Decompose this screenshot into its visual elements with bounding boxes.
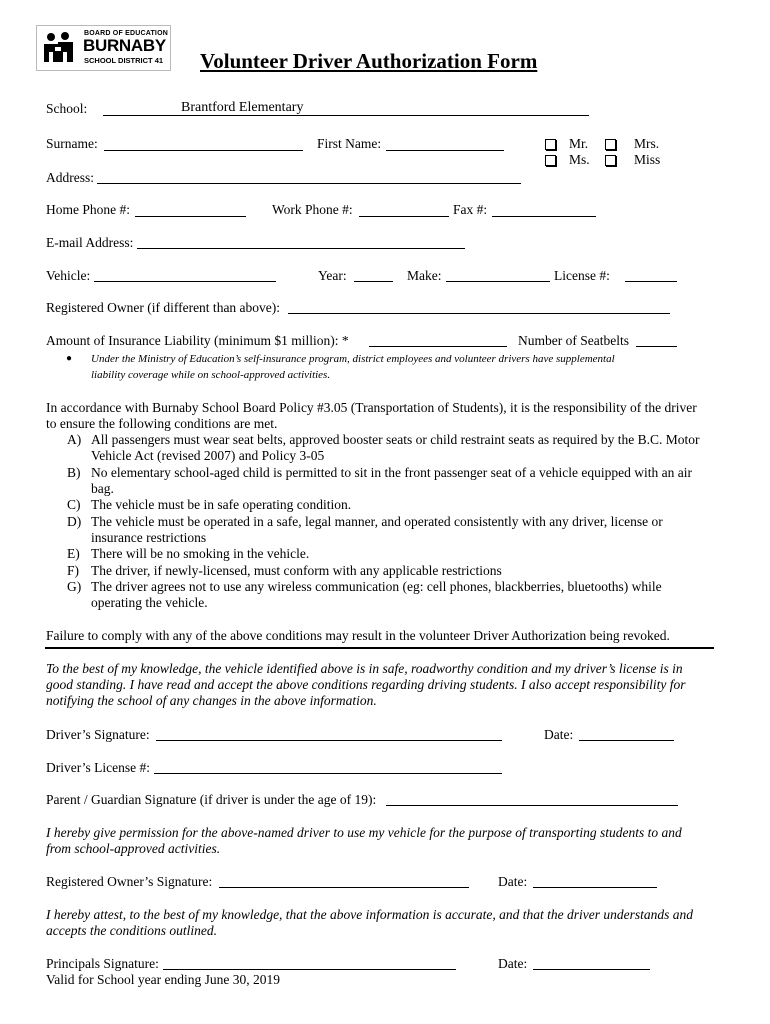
mrs-label: Mrs. (634, 136, 660, 151)
school-field[interactable] (103, 115, 589, 116)
first-name-field[interactable] (386, 150, 504, 151)
home-phone-field[interactable] (135, 216, 246, 217)
registered-owner-label: Registered Owner (if different than above): (46, 300, 281, 315)
condition-text: bag. (91, 481, 114, 496)
mrs-checkbox[interactable] (605, 139, 616, 150)
vehicle-label: Vehicle: (46, 268, 91, 283)
owner-date-field[interactable] (533, 887, 657, 888)
school-label: School: (46, 101, 88, 116)
address-label: Address: (46, 170, 94, 185)
logo-line3: SCHOOL DISTRICT 41 (84, 56, 164, 65)
policy-intro-line1: In accordance with Burnaby School Board Policy #3.05 (Transportation of Students), it is the responsibility of the driver (46, 400, 697, 415)
owner-date-label: Date: (498, 874, 528, 889)
vehicle-field[interactable] (94, 281, 276, 282)
condition-text: operating the vehicle. (91, 595, 208, 610)
driver-date-label: Date: (544, 727, 574, 742)
driver-signature-field[interactable] (156, 740, 502, 741)
insurance-label: Amount of Insurance Liability (minimum $1 million): * (46, 333, 349, 348)
school-value: Brantford Elementary (181, 100, 304, 115)
principal-statement-line2: accepts the conditions outlined. (46, 923, 217, 938)
condition-text: No elementary school-aged child is permitted to sit in the front passenger seat of a vehicle equipped with an air (91, 465, 692, 480)
seatbelts-field[interactable] (636, 346, 677, 347)
email-label: E-mail Address: (46, 235, 134, 250)
mr-label: Mr. (569, 136, 589, 151)
principal-date-label: Date: (498, 956, 528, 971)
home-phone-label: Home Phone #: (46, 202, 130, 217)
logo-line1: BOARD OF EDUCATION (84, 30, 168, 37)
condition-text: insurance restrictions (91, 530, 207, 545)
ms-checkbox[interactable] (545, 155, 556, 166)
principal-signature-label: Principals Signature: (46, 956, 159, 971)
fax-label: Fax #: (453, 202, 488, 217)
make-field[interactable] (446, 281, 550, 282)
surname-field[interactable] (104, 150, 303, 151)
work-phone-field[interactable] (359, 216, 449, 217)
condition-text: The driver, if newly-licensed, must conform with any applicable restrictions (91, 563, 502, 578)
fax-field[interactable] (492, 216, 596, 217)
driver-statement-line3: notifying the school of any changes in the above information. (46, 693, 377, 708)
failure-statement: Failure to comply with any of the above conditions may result in the volunteer Driver Authorization being revoked. (46, 628, 670, 643)
driver-signature-label: Driver’s Signature: (46, 727, 150, 742)
condition-text: Vehicle Act (revised 2007) and Policy 3-05 (91, 448, 325, 463)
condition-text: The vehicle must be operated in a safe, legal manner, and operated consistently with any driver, license or (91, 514, 663, 529)
insurance-field[interactable] (369, 346, 507, 347)
license-label: License #: (554, 268, 610, 283)
parent-signature-field[interactable] (386, 805, 678, 806)
work-phone-label: Work Phone #: (272, 202, 353, 217)
principal-signature-field[interactable] (163, 969, 456, 970)
condition-letter: D) (67, 514, 82, 529)
driver-statement-line1: To the best of my knowledge, the vehicle identified above is in safe, roadworthy condition and my driver’s license is in (46, 661, 683, 676)
driver-statement-line2: good standing. I have read and accept the above conditions regarding driving students. I also accept responsibility for (46, 677, 686, 692)
driver-license-label: Driver’s License #: (46, 760, 150, 775)
surname-label: Surname: (46, 136, 98, 151)
condition-text: The vehicle must be in safe operating condition. (91, 497, 352, 512)
policy-intro-line2: to ensure the following conditions are met. (46, 416, 278, 431)
section-divider (45, 647, 714, 649)
condition-text: All passengers must wear seat belts, approved booster seats or child restraint seats as required by the B.C. Motor (91, 432, 700, 447)
condition-letter: F) (67, 563, 80, 578)
owner-statement-line2: from school-approved activities. (46, 841, 221, 856)
seatbelts-label: Number of Seatbelts (518, 333, 629, 348)
condition-text: The driver agrees not to use any wireless communication (eg: cell phones, blackberries, bluetooths) while (91, 579, 662, 594)
parent-signature-label: Parent / Guardian Signature (if driver is under the age of 19): (46, 792, 377, 807)
principal-date-field[interactable] (533, 969, 650, 970)
address-field[interactable] (97, 183, 521, 184)
miss-label: Miss (634, 152, 661, 167)
year-label: Year: (318, 268, 347, 283)
ms-label: Ms. (569, 152, 590, 167)
condition-letter: C) (67, 497, 81, 512)
bullet-note-line2: liability coverage while on school-approved activities. (91, 369, 331, 381)
district-logo (36, 25, 171, 71)
owner-signature-field[interactable] (219, 887, 469, 888)
registered-owner-field[interactable] (288, 313, 670, 314)
driver-license-field[interactable] (154, 773, 502, 774)
condition-letter: B) (67, 465, 81, 480)
driver-date-field[interactable] (579, 740, 674, 741)
owner-signature-label: Registered Owner’s Signature: (46, 874, 213, 889)
condition-letter: E) (67, 546, 80, 561)
family-logo-icon (43, 32, 77, 62)
condition-letter: A) (67, 432, 82, 447)
mr-checkbox[interactable] (545, 139, 556, 150)
miss-checkbox[interactable] (605, 155, 616, 166)
form-title: Volunteer Driver Authorization Form (200, 49, 538, 73)
email-field[interactable] (137, 248, 465, 249)
license-field[interactable] (625, 281, 677, 282)
bullet-dot: ● (66, 353, 73, 364)
valid-note: Valid for School year ending June 30, 2019 (46, 972, 280, 987)
owner-statement-line1: I hereby give permission for the above-named driver to use my vehicle for the purpose of transporting students to and (46, 825, 682, 840)
year-field[interactable] (354, 281, 393, 282)
first-name-label: First Name: (317, 136, 382, 151)
condition-letter: G) (67, 579, 82, 594)
make-label: Make: (407, 268, 442, 283)
principal-statement-line1: I hereby attest, to the best of my knowledge, that the above information is accurate, and that the driver understands and (46, 907, 694, 922)
bullet-note-line1: Under the Ministry of Education’s self-insurance program, district employees and volunteer drivers have supplemental (91, 353, 615, 365)
logo-line2: BURNABY (83, 36, 166, 55)
condition-text: There will be no smoking in the vehicle. (91, 546, 310, 561)
